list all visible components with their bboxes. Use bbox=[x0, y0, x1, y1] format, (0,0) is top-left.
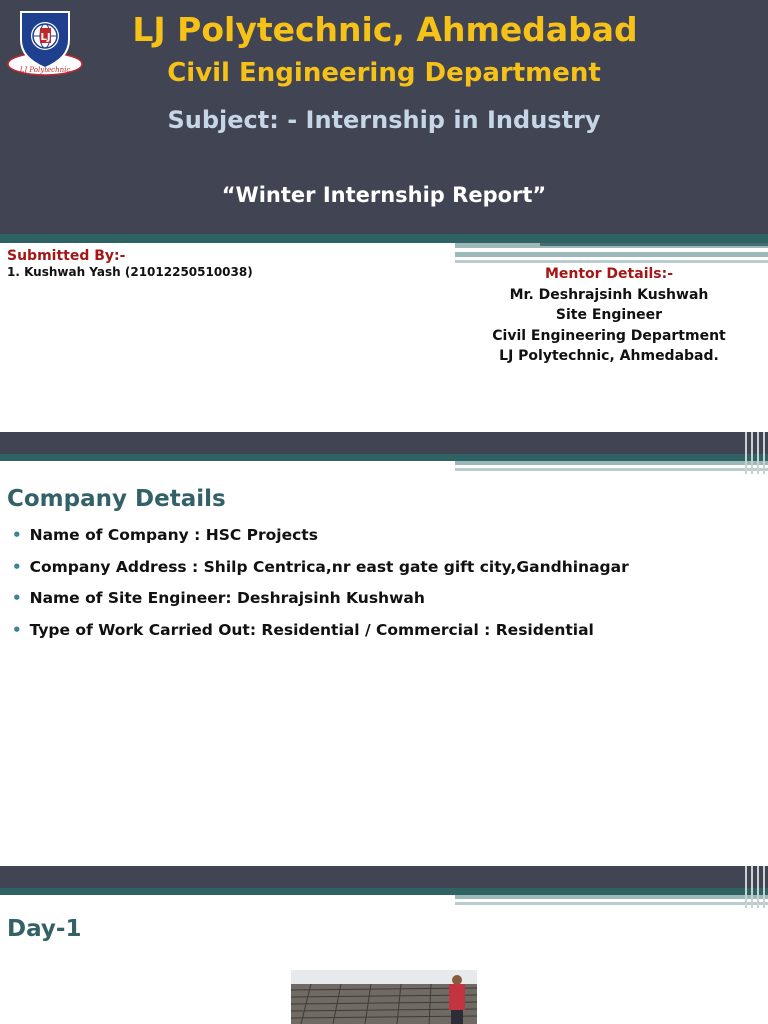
decorative-bars bbox=[742, 866, 768, 908]
mentor-details bbox=[456, 264, 762, 367]
header-stripe bbox=[0, 234, 768, 243]
report-title: “Winter Internship Report” bbox=[221, 183, 547, 207]
bullet-dot-icon: • bbox=[12, 526, 22, 544]
mentor-department: Civil Engineering Department bbox=[492, 327, 726, 344]
list-item: • Type of Work Carried Out: Residential / Commercial : Residential bbox=[12, 620, 594, 639]
student-entry: 1. Kushwah Yash (21012250510038) bbox=[7, 265, 253, 279]
svg-text:LJ Polytechnic: LJ Polytechnic bbox=[19, 66, 71, 74]
slide-stripe bbox=[0, 888, 768, 895]
list-item: • Name of Site Engineer: Deshrajsinh Kushwah bbox=[12, 589, 425, 607]
decorative-bars bbox=[742, 432, 768, 474]
list-item: • Company Address : Shilp Centrica,nr east gate gift city,Gandhinagar bbox=[12, 557, 629, 576]
slide-stripe-pale-2 bbox=[455, 902, 768, 905]
day1-slide bbox=[0, 866, 768, 1024]
slide-stripe-pale-2 bbox=[455, 468, 768, 471]
header-stripe-dark bbox=[540, 243, 768, 246]
cover-slide bbox=[0, 0, 768, 432]
bullet-dot-icon: • bbox=[12, 620, 22, 639]
slide-top-band bbox=[0, 866, 768, 888]
subject-title: Subject: - Internship in Industry bbox=[167, 106, 601, 134]
mentor-institute: LJ Polytechnic, Ahmedabad. bbox=[499, 348, 719, 364]
slide-top-band bbox=[0, 432, 768, 454]
slide-stripe bbox=[0, 454, 768, 461]
mentor-role: Site Engineer bbox=[555, 307, 663, 323]
mentor-name: Mr. Deshrajsinh Kushwah bbox=[509, 286, 709, 303]
list-item: • Name of Company : HSC Projects bbox=[12, 526, 318, 544]
mentor-label: Mentor Details:- bbox=[544, 266, 674, 282]
department-title: Civil Engineering Department bbox=[167, 58, 601, 88]
header-stripe-pale-2 bbox=[455, 252, 768, 257]
header-stripe-pale-3 bbox=[455, 260, 768, 263]
submitted-by-label: Submitted By:- bbox=[7, 248, 126, 264]
company-details-list bbox=[12, 526, 629, 652]
slide-stripe-pale bbox=[455, 895, 768, 899]
slide-stripe-pale bbox=[455, 461, 768, 465]
svg-text:LJ: LJ bbox=[40, 32, 51, 43]
institute-title: LJ Polytechnic, Ahmedabad bbox=[132, 10, 638, 49]
company-details-slide bbox=[0, 432, 768, 866]
company-details-heading: Company Details bbox=[7, 486, 226, 512]
day1-heading: Day-1 bbox=[7, 916, 82, 942]
bullet-dot-icon: • bbox=[12, 589, 22, 607]
site-photo bbox=[291, 970, 477, 1024]
bullet-dot-icon: • bbox=[12, 557, 22, 576]
